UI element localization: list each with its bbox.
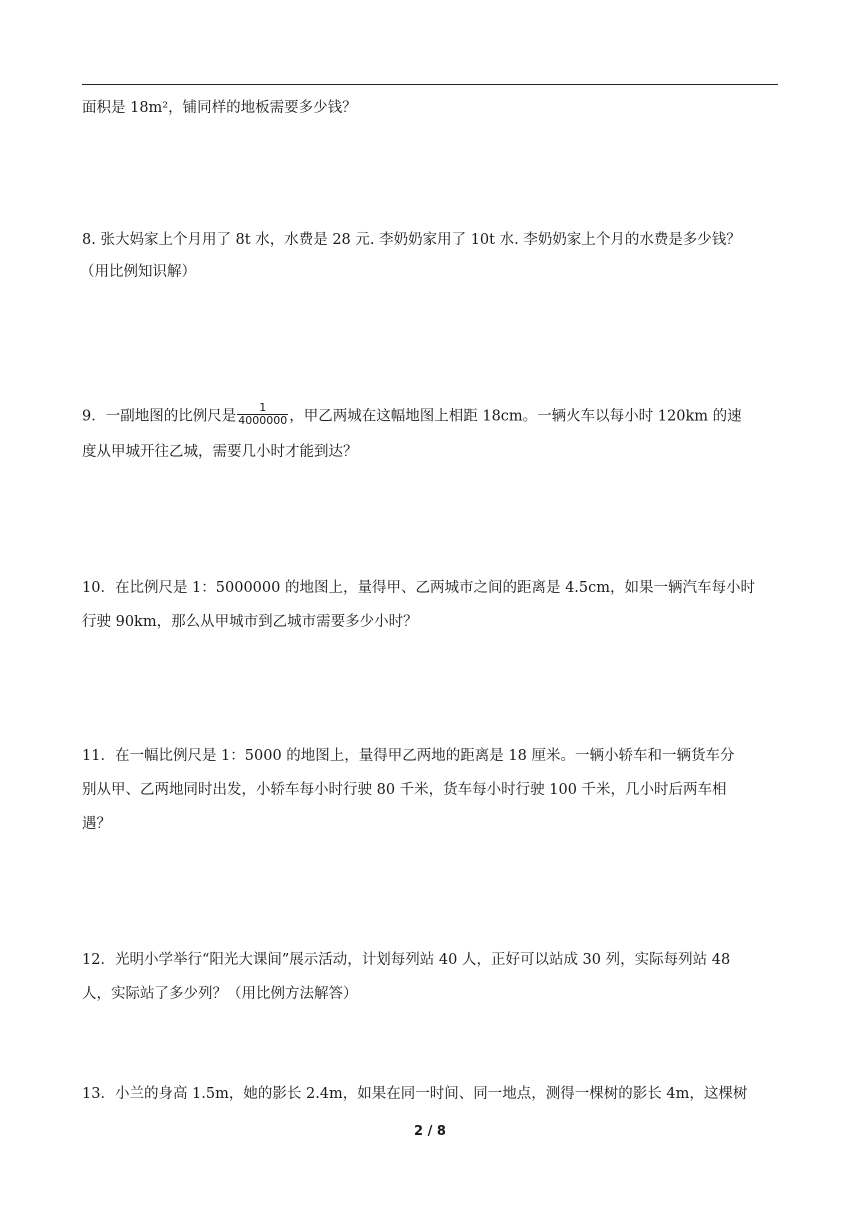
page-number: 2 / 8 (414, 1124, 446, 1139)
question-12-line-2: 人，实际站了多少列？（用比例方法解答） (82, 986, 358, 1002)
question-11-line-1: 11．在一幅比例尺是 1：5000 的地图上，量得甲乙两地的距离是 18 厘米。一辆小轿车和一辆货车分 (82, 748, 735, 764)
question-8-line-2: （用比例知识解） (80, 264, 196, 280)
question-11-line-2: 别从甲、乙两地同时出发，小轿车每小时行驶 80 千米，货车每小时行驶 100 千米，几小时后两车相 (82, 782, 727, 798)
question-9-text-post: ，甲乙两城在这幅地图上相距 18cm。一辆火车以每小时 120km 的速 (289, 408, 742, 425)
question-13-line-1: 13．小兰的身高 1.5m，她的影长 2.4m，如果在同一时间、同一地点，测得一棵树的影长 4m，这棵树 (82, 1086, 748, 1102)
fraction-numerator: 1 (237, 402, 288, 415)
question-9-line-1 (82, 401, 782, 429)
question-9-line-2: 度从甲城开往乙城，需要几小时才能到达？ (82, 444, 358, 460)
scale-fraction (237, 402, 288, 427)
header-rule (82, 84, 778, 85)
text-line: 面积是 18m²，铺同样的地板需要多少钱？ (82, 100, 357, 116)
question-10-line-2: 行驶 90km，那么从甲城市到乙城市需要多少小时？ (82, 614, 418, 630)
question-9-text-pre: 9．一副地图的比例尺是 (82, 408, 237, 425)
fraction-denominator: 4000000 (238, 414, 288, 427)
question-12-line-1: 12．光明小学举行“阳光大课间”展示活动，计划每列站 40 人，正好可以站成 30 列，实际每列站 48 (82, 952, 731, 968)
question-11-line-3: 遇？ (82, 816, 111, 832)
question-8-line-1: 8. 张大妈家上个月用了 8t 水，水费是 28 元. 李奶奶家用了 10t 水. 李奶奶家上个月的水费是多少钱？ (82, 232, 741, 248)
question-10-line-1: 10．在比例尺是 1：5000000 的地图上，量得甲、乙两城市之间的距离是 4.5cm，如果一辆汽车每小时 (82, 580, 756, 596)
